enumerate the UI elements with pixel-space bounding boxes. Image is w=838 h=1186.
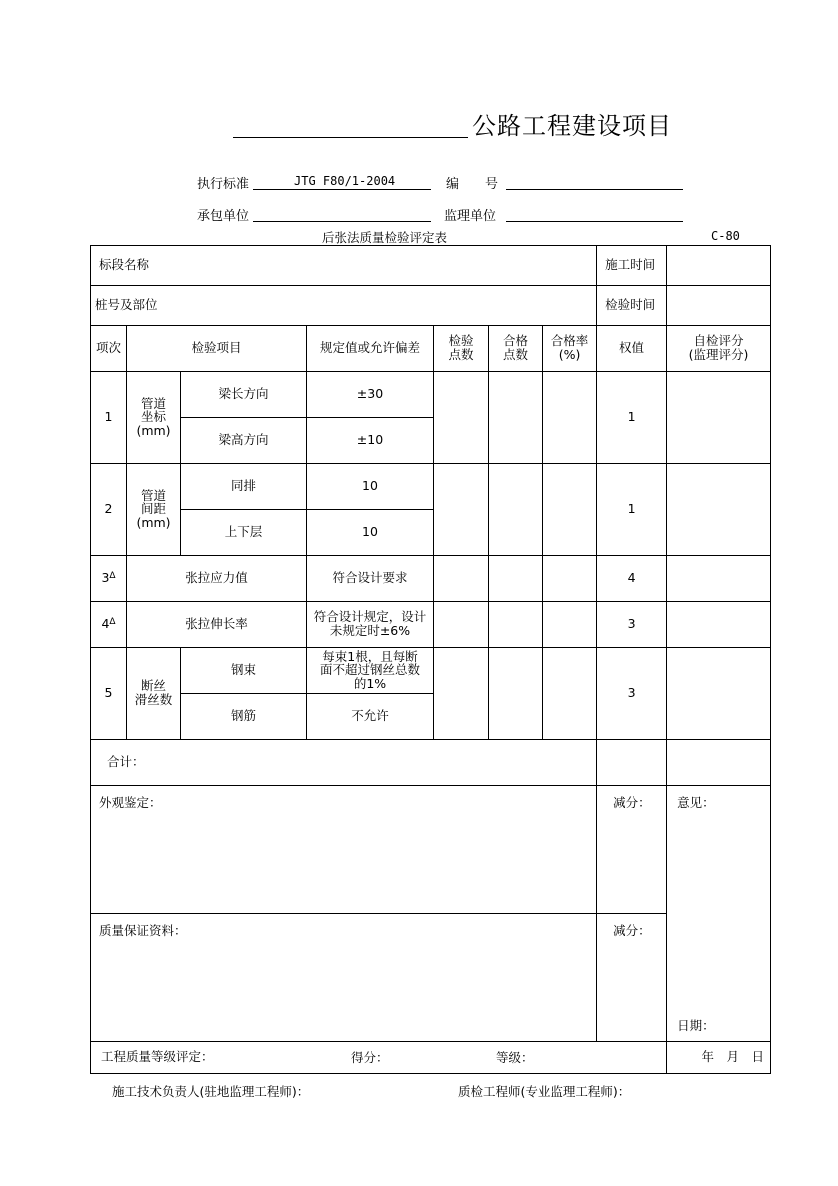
supervisor-label: 监理单位 (444, 209, 497, 224)
row3-pass-points (489, 556, 543, 602)
row4-weight: 3 (597, 602, 667, 648)
row2-sub1-name: 同排 (181, 464, 307, 510)
row2-sub2-name: 上下层 (181, 510, 307, 556)
row1-points (434, 372, 489, 464)
row1-pass-rate (543, 372, 597, 464)
station-part-cell: 桩号及部位 (91, 286, 597, 326)
grade-eval-cell: 工程质量等级评定： 得分： 等级： (91, 1042, 667, 1074)
col-header-inspection-item: 检验项目 (127, 326, 307, 372)
row2-no: 2 (91, 464, 127, 556)
total-score (667, 740, 771, 786)
row1-pass-points (489, 372, 543, 464)
page-title: 公路工程建设项目 (472, 112, 672, 140)
row1-weight: 1 (597, 372, 667, 464)
row1-sub2-name: 梁高方向 (181, 418, 307, 464)
row3-value: 符合设计要求 (307, 556, 434, 602)
inspection-time-label: 检验时间 (597, 286, 667, 326)
col-header-pass-points: 合格 点数 (489, 326, 543, 372)
row5-weight: 3 (597, 648, 667, 740)
row5-sub1-value: 每束1根，且每断 面不超过钢丝总数 的1% (307, 648, 434, 694)
quality-docs-deduct: 减分： (597, 914, 667, 1042)
contractor-label: 承包单位 (197, 209, 250, 224)
row5-sub2-value: 不允许 (307, 694, 434, 740)
row2-sub2-value: 10 (307, 510, 434, 556)
row4-pass-points (489, 602, 543, 648)
total-label: 合计： (91, 740, 597, 786)
appearance-cell: 外观鉴定： (91, 786, 597, 914)
quality-docs-cell: 质量保证资料： (91, 914, 597, 1042)
score-label: 得分： (351, 1050, 389, 1065)
row5-pass-rate (543, 648, 597, 740)
row2-sub1-value: 10 (307, 464, 434, 510)
row4-name: 张拉伸长率 (127, 602, 307, 648)
row1-sub1-value: ±30 (307, 372, 434, 418)
row5-sub1-name: 钢束 (181, 648, 307, 694)
row2-score (667, 464, 771, 556)
col-header-pass-rate: 合格率 (%) (543, 326, 597, 372)
row5-sub2-name: 钢筋 (181, 694, 307, 740)
row4-value: 符合设计规定，设计 未规定时±6% (307, 602, 434, 648)
col-header-self-score: 自检评分 (监理评分) (667, 326, 771, 372)
number-underline (506, 189, 683, 190)
row4-score (667, 602, 771, 648)
row2-points (434, 464, 489, 556)
row5-points (434, 648, 489, 740)
standard-label: 执行标准 (197, 177, 250, 192)
grade-label: 等级： (496, 1050, 534, 1065)
inspection-form-table (90, 245, 771, 1074)
date-label: 日期： (677, 1017, 715, 1033)
form-code: C-80 (711, 229, 740, 243)
row3-weight: 4 (597, 556, 667, 602)
row1-group: 管道 坐标 (mm) (127, 372, 181, 464)
row1-score (667, 372, 771, 464)
construction-time-label: 施工时间 (597, 246, 667, 286)
row4-no: $4^\Delta$ (91, 602, 127, 648)
row2-group: 管道 间距 (mm) (127, 464, 181, 556)
col-header-weight: 权值 (597, 326, 667, 372)
date-ymd: 年 月 日 (667, 1042, 771, 1074)
row5-group: 断丝 滑丝数 (127, 648, 181, 740)
row3-pass-rate (543, 556, 597, 602)
form-title: 后张法质量检验评定表 (322, 230, 448, 245)
row4-pass-rate (543, 602, 597, 648)
key-item-mark: Δ (109, 571, 116, 582)
row1-sub1-name: 梁长方向 (181, 372, 307, 418)
row2-pass-rate (543, 464, 597, 556)
col-header-item-no: 项次 (91, 326, 127, 372)
total-weight (597, 740, 667, 786)
project-name-underline (233, 137, 468, 138)
row1-no: 1 (91, 372, 127, 464)
col-header-tolerance: 规定值或允许偏差 (307, 326, 434, 372)
row3-points (434, 556, 489, 602)
number-label: 编 号 (446, 177, 499, 192)
contractor-underline (253, 221, 431, 222)
standard-underline (253, 189, 431, 190)
row1-sub2-value: ±10 (307, 418, 434, 464)
row4-points (434, 602, 489, 648)
section-name-cell: 标段名称 (91, 246, 597, 286)
signature-left: 施工技术负责人(驻地监理工程师)： (112, 1084, 310, 1099)
construction-time-value (667, 246, 771, 286)
row2-pass-points (489, 464, 543, 556)
appearance-deduct: 减分： (597, 786, 667, 914)
row5-score (667, 648, 771, 740)
row3-name: 张拉应力值 (127, 556, 307, 602)
row5-no: 5 (91, 648, 127, 740)
row2-weight: 1 (597, 464, 667, 556)
row5-pass-points (489, 648, 543, 740)
row3-score (667, 556, 771, 602)
standard-value: JTG F80/1-2004 (294, 174, 396, 188)
key-item-mark: Δ (109, 617, 116, 628)
opinion-cell: 意见： 日期： (667, 786, 771, 1042)
col-header-points: 检验 点数 (434, 326, 489, 372)
signature-right: 质检工程师(专业监理工程师)： (458, 1084, 631, 1099)
row3-no: $3^\Delta$ (91, 556, 127, 602)
supervisor-underline (506, 221, 683, 222)
inspection-time-value (667, 286, 771, 326)
